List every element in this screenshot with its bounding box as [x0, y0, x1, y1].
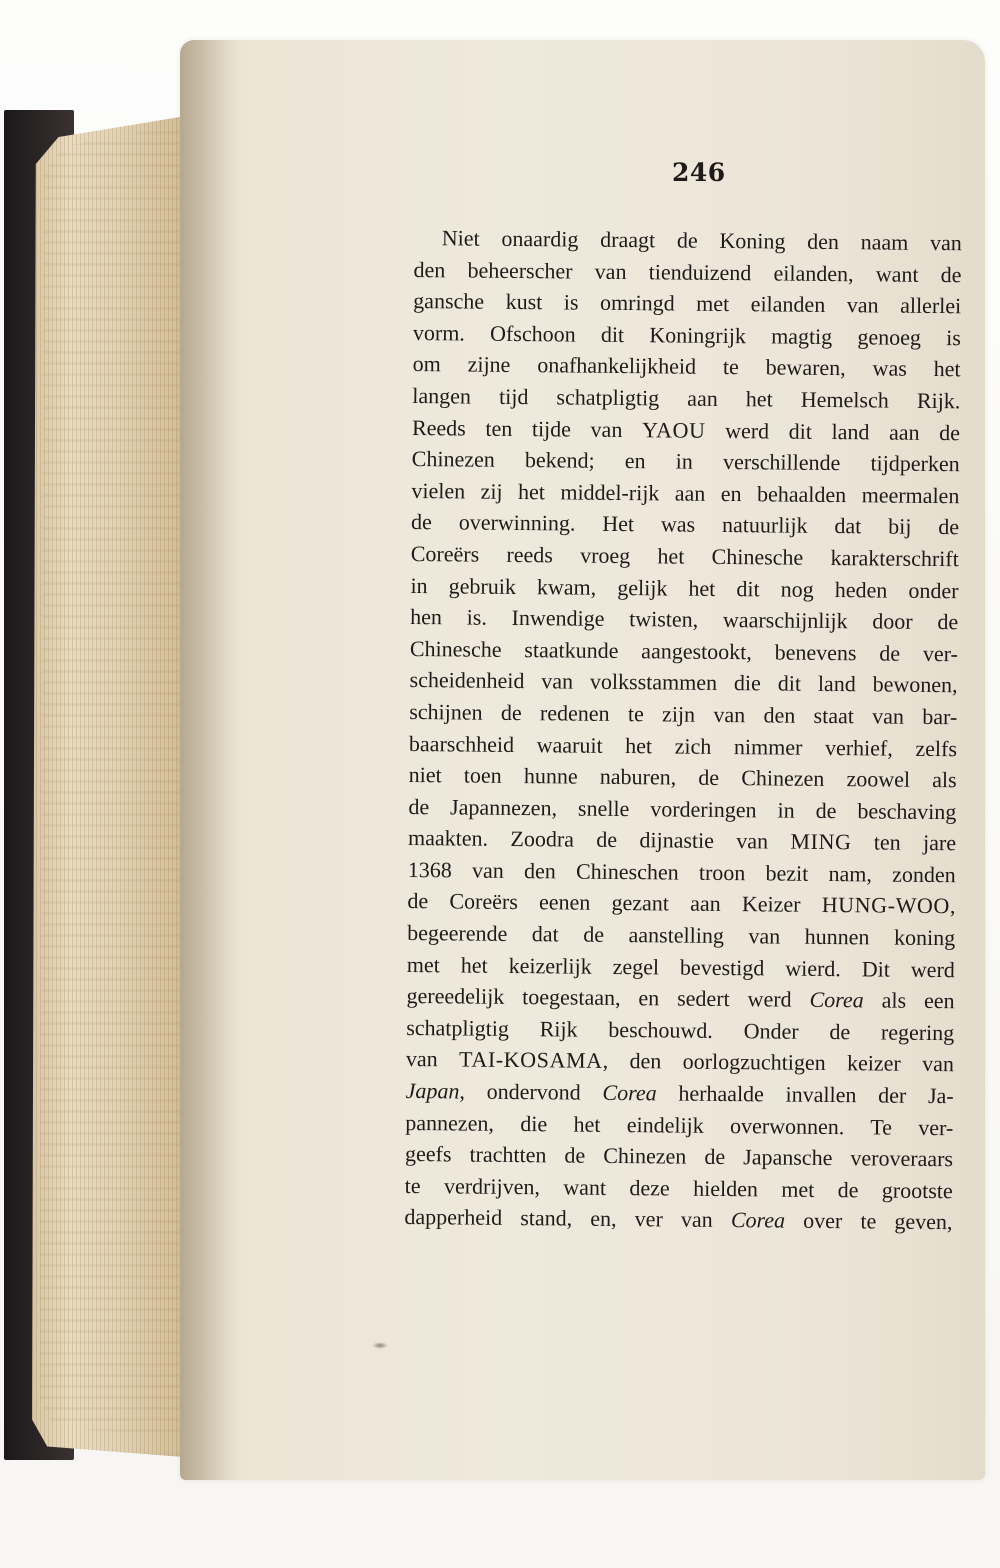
text-run: dapperheid stand, en, ver van [404, 1204, 713, 1233]
text-line: Chinezen bekend; en in verschillende tijdperken [411, 446, 960, 477]
name-tai-kosama: TAI-KOSAMA [458, 1046, 603, 1074]
name-corea: Corea [809, 987, 864, 1013]
text-run: van [405, 1046, 438, 1072]
text-run: werd dit land aan de [725, 417, 961, 445]
text-run: , den oorlogzuchtigen keizer van [602, 1048, 955, 1077]
text-line: vorm. Ofschoon dit Koningrijk magtig genoeg is [412, 319, 962, 351]
text-line [406, 1075, 954, 1112]
text-run: , ondervond [459, 1078, 581, 1105]
gutter-shadow [180, 40, 240, 1480]
text-line: vielen zij het middel-rijk aan en behaalden meermalen [411, 477, 960, 508]
page-body-text [404, 222, 962, 1238]
text-line: met het keizerlijk zegel bevestigd wierd. Dit werd [406, 951, 955, 982]
text-line: scheidenheid van volksstammen die dit land bewonen, [409, 667, 958, 698]
text-line [407, 885, 955, 922]
text-line: den beheerscher van tienduizend eilanden, want de [413, 256, 962, 287]
text-line: om zijne onafhankelijkheid te bewaren, was het [412, 351, 961, 382]
text-line: schatpligtig Rijk beschouwd. Onder de regering [406, 1014, 955, 1046]
page-number: 246 [672, 158, 726, 187]
text-line: baarschheid waaruit het zich nimmer verhief, zelfs [408, 730, 958, 761]
text-run: , [949, 893, 956, 919]
text-line [408, 822, 956, 859]
name-ming: MING [790, 828, 852, 855]
text-line: de overwinning. Het was natuurlijk dat bij de [411, 509, 960, 540]
text-line [406, 1043, 954, 1080]
text-run: maakten. Zoodra de dijnastie van [407, 825, 769, 854]
text-line: begeerende dat de aanstelling van hunnen koning [407, 920, 956, 951]
text-line: de Japannezen, snelle vorderingen in de beschaving [408, 793, 957, 824]
text-line [412, 412, 960, 449]
text-run: ten jare [873, 829, 957, 856]
text-run: als een [881, 987, 955, 1014]
text-line [404, 1201, 952, 1238]
text-run: Reeds ten tijde van [411, 414, 623, 442]
text-run: de Coreërs eenen gezant aan Keizer [407, 888, 801, 918]
text-line: schijnen de redenen te zijn van den staat van bar- [409, 698, 958, 730]
text-line: gansche kust is omringd met eilanden van allerlei [413, 288, 962, 319]
text-line: te verdrijven, want deze hielden met de grootste [404, 1172, 953, 1204]
name-corea: Corea [602, 1079, 657, 1106]
name-yaou: YAOU [641, 416, 706, 443]
text-line: Coreërs reeds vroeg het Chinesche karakterschrift [410, 540, 959, 572]
name-japan: Japan [405, 1077, 460, 1104]
name-corea: Corea [730, 1207, 786, 1234]
text-run: over te geven, [803, 1208, 953, 1235]
name-hung-woo: HUNG-WOO [821, 892, 951, 919]
text-line: pannezen, die het eindelijk overwonnen. Te ver- [405, 1109, 954, 1140]
text-line: niet toen hunne naburen, de Chinezen zoowel als [408, 762, 957, 793]
text-line: geefs trachtten de Chinezen de Japansche veroveraars [404, 1141, 954, 1172]
text-line: Chinesche staatkunde aangestookt, benevens de ver- [409, 635, 959, 666]
text-line: langen tijd schatpligtig aan het Hemelsch Rijk. [412, 382, 961, 414]
ink-speck [372, 1342, 388, 1349]
text-line: 1368 van den Chineschen troon bezit nam, zonden [407, 856, 956, 888]
text-run: herhaalde invallen der Ja- [678, 1080, 954, 1109]
text-run: gereedelijk toegestaan, en sedert werd [406, 983, 792, 1012]
text-line: Niet onaardig draagt de Koning den naam van [441, 225, 962, 256]
text-line [406, 980, 954, 1017]
text-line: hen is. Inwendige twisten, waarschijnlijk door de [410, 604, 959, 635]
text-line: in gebruik kwam, gelijk het dit nog heden onder [410, 572, 959, 603]
